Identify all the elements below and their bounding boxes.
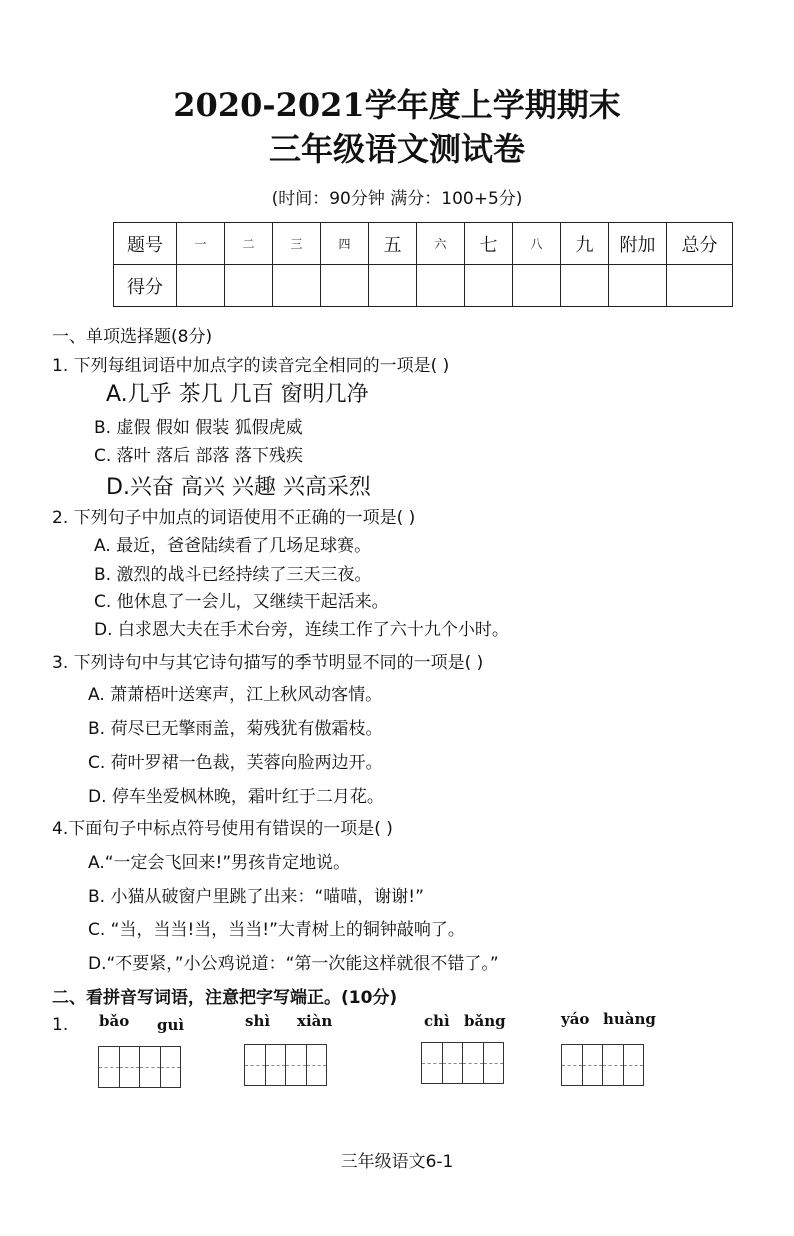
writing-grid[interactable] xyxy=(98,1046,181,1088)
writing-grid[interactable] xyxy=(244,1044,327,1086)
score-header-cell: 一 xyxy=(177,223,225,265)
question-1-stem: 1. 下列每组词语中加点字的读音完全相同的一项是( ) xyxy=(52,356,450,376)
score-cell[interactable] xyxy=(273,265,321,307)
question-3-option-a: A. 萧萧梧叶送寒声，江上秋风动客情。 xyxy=(88,685,383,705)
question-4-option-a: A.“一定会飞回来!”男孩肯定地说。 xyxy=(88,853,351,873)
question-1-option-c: C. 落叶 落后 部落 落下残疾 xyxy=(94,446,303,466)
pinyin-label: bǎo xyxy=(99,1012,130,1030)
score-cell[interactable] xyxy=(177,265,225,307)
writing-box[interactable] xyxy=(245,1045,286,1085)
writing-grid[interactable] xyxy=(421,1042,504,1084)
section2-question-number: 1. xyxy=(52,1015,69,1035)
writing-grid[interactable] xyxy=(561,1044,644,1086)
score-cell[interactable] xyxy=(513,265,561,307)
question-3-option-b: B. 荷尽已无擎雨盖，菊残犹有傲霜枝。 xyxy=(88,719,383,739)
question-4-option-d: D.“不要紧，”小公鸡说道：“第一次能这样就很不错了。” xyxy=(88,954,499,974)
pinyin-label: shì xyxy=(245,1012,271,1030)
score-cell[interactable] xyxy=(225,265,273,307)
score-table-header-row xyxy=(114,223,733,265)
score-cell[interactable] xyxy=(417,265,465,307)
score-cell[interactable] xyxy=(321,265,369,307)
writing-box[interactable] xyxy=(463,1043,503,1083)
writing-box[interactable] xyxy=(286,1045,326,1085)
question-2-option-d: D. 白求恩大夫在手术台旁，连续工作了六十九个小时。 xyxy=(94,620,509,640)
score-cell[interactable] xyxy=(369,265,417,307)
score-cell[interactable] xyxy=(465,265,513,307)
score-header-cell: 八 xyxy=(513,223,561,265)
score-cell[interactable] xyxy=(561,265,609,307)
question-2-option-c: C. 他休息了一会儿，又继续干起活来。 xyxy=(94,592,389,612)
question-2-option-a: A. 最近，爸爸陆续看了几场足球赛。 xyxy=(94,536,372,556)
score-header-label: 题号 xyxy=(114,223,177,265)
score-header-cell: 九 xyxy=(561,223,609,265)
score-header-cell: 七 xyxy=(465,223,513,265)
question-3-stem: 3. 下列诗句中与其它诗句描写的季节明显不同的一项是( ) xyxy=(52,653,484,673)
score-cell[interactable] xyxy=(609,265,667,307)
question-3-option-d: D. 停车坐爱枫林晚，霜叶红于二月花。 xyxy=(88,787,384,807)
writing-box[interactable] xyxy=(99,1047,140,1087)
score-header-cell: 三 xyxy=(273,223,321,265)
question-1-option-b: B. 虚假 假如 假装 狐假虎威 xyxy=(94,418,303,438)
writing-box[interactable] xyxy=(140,1047,180,1087)
pinyin-label: huàng xyxy=(603,1010,656,1028)
question-1-option-a: A.几乎 茶几 几百 窗明几净 xyxy=(106,382,369,407)
pinyin-label: chì xyxy=(424,1012,450,1030)
pinyin-label: guì xyxy=(157,1016,185,1034)
writing-box[interactable] xyxy=(603,1045,643,1085)
score-table xyxy=(113,222,733,307)
question-4-stem: 4.下面句子中标点符号使用有错误的一项是( ) xyxy=(52,819,393,839)
writing-box[interactable] xyxy=(422,1043,463,1083)
pinyin-label: bǎng xyxy=(464,1012,506,1030)
writing-box[interactable] xyxy=(562,1045,603,1085)
score-header-cell: 总分 xyxy=(667,223,733,265)
score-cell[interactable] xyxy=(667,265,733,307)
exam-title-line1: 2020-2021学年度上学期期末 xyxy=(173,86,621,124)
question-2-option-b: B. 激烈的战斗已经持续了三天三夜。 xyxy=(94,565,372,585)
exam-time-and-score: (时间：90分钟 满分：100+5分) xyxy=(271,189,523,209)
pinyin-label: xiàn xyxy=(297,1012,333,1030)
question-2-stem: 2. 下列句子中加点的词语使用不正确的一项是( ) xyxy=(52,508,416,528)
score-table-score-row xyxy=(114,265,733,307)
score-header-cell: 五 xyxy=(369,223,417,265)
question-3-option-c: C. 荷叶罗裙一色裁，芙蓉向脸两边开。 xyxy=(88,753,383,773)
score-header-cell: 附加 xyxy=(609,223,667,265)
exam-title-line2: 三年级语文测试卷 xyxy=(268,130,525,168)
pinyin-label: yáo xyxy=(561,1010,590,1028)
question-4-option-b: B. 小猫从破窗户里跳了出来：“喵喵，谢谢!” xyxy=(88,887,424,907)
score-header-cell: 六 xyxy=(417,223,465,265)
score-header-cell: 二 xyxy=(225,223,273,265)
question-1-option-d: D.兴奋 高兴 兴趣 兴高采烈 xyxy=(106,475,371,500)
section2-title: 二、看拼音写词语，注意把字写端正。(10分) xyxy=(52,988,398,1008)
section1-title: 一、单项选择题(8分) xyxy=(52,327,213,347)
score-header-cell: 四 xyxy=(321,223,369,265)
page-footer: 三年级语文6-1 xyxy=(340,1152,454,1172)
score-row-label: 得分 xyxy=(114,265,177,307)
question-4-option-c: C. “当，当当!当，当当!”大青树上的铜钟敲响了。 xyxy=(88,920,465,940)
